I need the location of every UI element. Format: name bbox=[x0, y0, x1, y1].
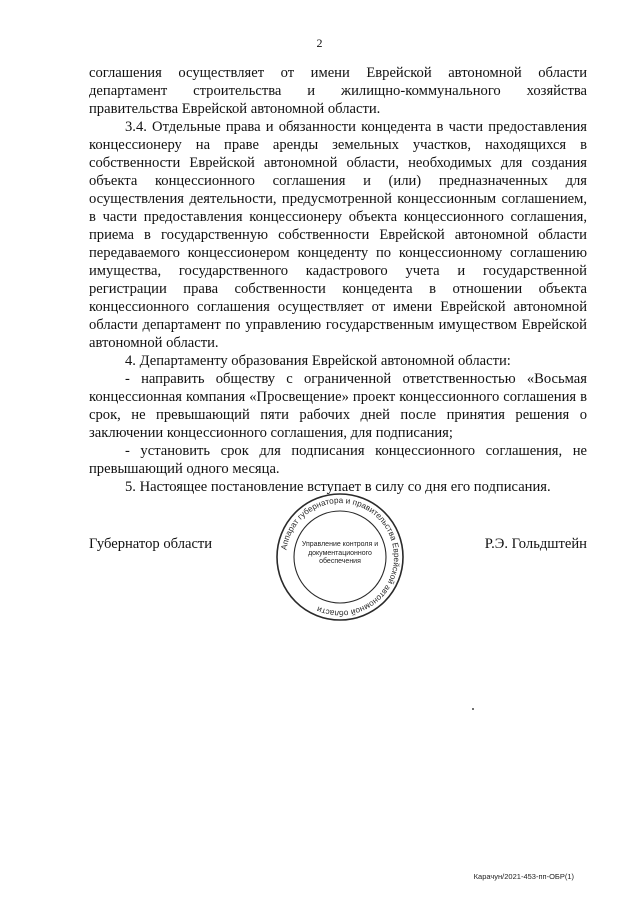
paragraph-5: 5. Настоящее постановление вступает в силу со дня его подписания. bbox=[125, 479, 551, 495]
signatory-title: Губернатор области bbox=[89, 536, 213, 552]
paragraph-4-item-1: - направить обществу с ограниченной ответственностью «Восьмая концессионная компания «Просвещение» проект концессионного соглашения в срок, не превышающий пяти рабочих дней после принятия решения о заключении концессионного соглашения, для подписания; bbox=[89, 371, 587, 441]
paragraph-4: 4. Департаменту образования Еврейской автономной области: bbox=[125, 353, 511, 369]
stamp-ring-text: Аппарат губернатора и правительства Еврейской автономной области bbox=[279, 495, 402, 619]
page-number: 2 bbox=[316, 36, 323, 50]
stamp-center-text: Управление контроля и документационного обеспечения bbox=[301, 541, 379, 565]
paragraph-3-4: 3.4. Отдельные права и обязанности концедента в части предоставления концессионеру на праве аренды земельных участков, находящихся в собственности Еврейской автономной области, необходимых для создания объекта концессионного соглашения и (или) предназначенных для осуществления деятельности, предусмотренной концессионным соглашением, в части предоставления концессионеру объекта концессионного соглашения, приема в государственную собственности Еврейской автономной области передаваемого концессионером концеденту по концессионному соглашению имущества, государственного кадастрового учета и государственной регистрации права собственности концедента в отношении объекта концессионного соглашения осуществляет от имени Еврейской автономной области департамент по управлению государственным имуществом Еврейской автономной области. bbox=[89, 119, 587, 351]
document-body bbox=[89, 64, 587, 496]
paragraph-4-item-2: - установить срок для подписания концессионного соглашения, не превышающий одного месяца. bbox=[89, 443, 587, 477]
speck-mark bbox=[472, 708, 474, 710]
paragraph-continuation: соглашения осуществляет от имени Еврейской автономной области департамент строительства и жилищно-коммунального хозяйства правительства Еврейской автономной области. bbox=[89, 65, 587, 117]
signatory-name: Р.Э. Гольдштейн bbox=[484, 536, 587, 552]
document-code: Карачун/2021-453-пп-ОБР(1) bbox=[473, 872, 574, 881]
official-stamp bbox=[274, 491, 406, 623]
